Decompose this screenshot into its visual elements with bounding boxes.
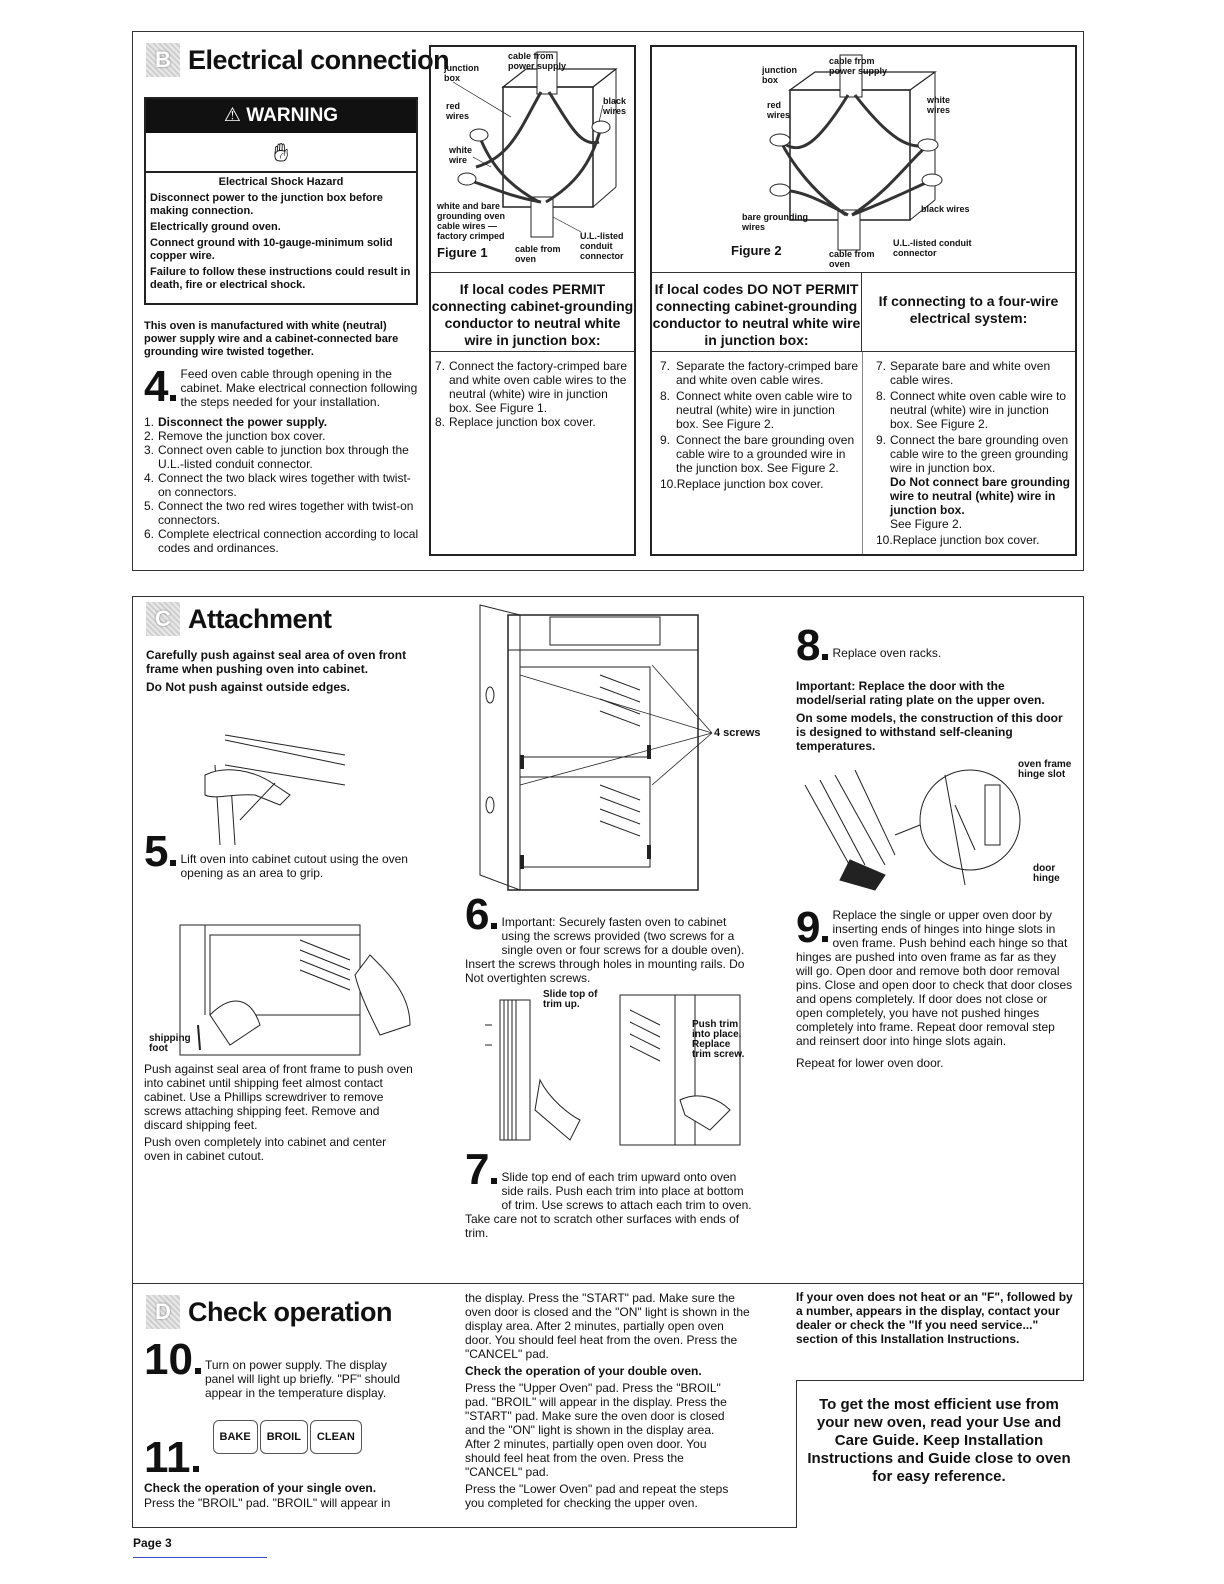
push-text-1: Push against seal area of front frame to push oven into cabinet until shipping feet almost contact cabinet. Use a Phillips screwdriver to remove screws attaching shipping feet. Remove and discard shipping feet. [144,1062,413,1132]
list-item: 7. Separate the factory-crimped bare and white oven cable wires. [660,359,859,387]
list-item: 10. Replace junction box cover. [660,477,824,491]
step-4-number: 4 [144,367,176,407]
warning-line: Electrically ground oven. [150,221,281,233]
section-b-title: Electrical connection [188,44,450,75]
figure-2-illustration [700,50,1000,270]
clean-pad: CLEAN [310,1420,362,1454]
fig1-label-white-bare: white and bare grounding oven cable wires — factory crimped [437,201,505,241]
section-b-intro: This oven is manufactured with white (neutral) power supply wire and a cabinet-connected bare grounding wire twisted together. [144,320,399,358]
fig1-label-black-wires: black wires [603,96,627,116]
step-11 [144,1420,424,1482]
list-item: 8. Replace junction box cover. [435,415,596,429]
double-oven-illustration [480,605,710,895]
section-b-badge: B [146,43,180,77]
fig1-label-red-wires: red wires [446,101,470,121]
step-9 [796,903,1076,1048]
warning-triangle-icon: ⚠ [223,105,241,126]
list-item: 8. Connect white oven cable wire to neutral (white) wire in junction box. See Figure 2. [876,389,1067,431]
figure-2-caption: Figure 2 [731,243,782,258]
list-item: 9. Connect the bare grounding oven cable wire to the green grounding wire in junction box. [876,433,1069,475]
step-10-number: 10 [144,1340,201,1380]
fig1-label-cable-from-power: cable from power supply [508,51,567,71]
step-6-number: 6 [465,895,497,935]
section-c-intro: Carefully push against seal area of oven front frame when pushing oven into cabinet. [146,648,407,676]
push-text-2: Push oven completely into cabinet and center oven in cabinet cutout. [144,1135,387,1163]
fig2-label-white-wires: white wires [927,95,951,115]
repeat-lower-door: Repeat for lower oven door. [796,1056,944,1070]
step-10-text: Turn on power supply. The display panel will light up briefly. "PF" should appear in the temperature display. [204,1358,401,1400]
step-5-number: 5 [144,832,176,872]
page-number: Page 3 [133,1536,172,1550]
section-d-rule-box-right [1083,1283,1084,1381]
list-item: Do Not connect bare grounding wire to neutral (white) wire in junction box. [890,475,1070,517]
door-hinge-label: door hinge [1033,863,1060,884]
step-4 [144,362,422,555]
step-8 [796,621,1076,670]
double-oven-text: Press the "Upper Oven" pad. Press the "BROIL" pad. "BROIL" will appear in the display. Press the "START" pad. Make sure the oven door is closed and the "ON" light is shown in the display area. After 2 minutes, partially open oven door. You should feel heat from the oven. Press the "CANCEL" pad. [465,1381,727,1479]
important-note-1: Important: Replace the door with the model/serial rating plate on the upper oven. [796,679,1045,707]
fig2-label-cable-from-power: cable from power supply [829,56,888,76]
section-d-title: Check operation [188,1296,393,1327]
step-7 [465,1145,755,1240]
permit-header: If local codes PERMIT connecting cabinet-grounding conductor to neutral white wire in junction box: [431,272,634,352]
bake-pad: BAKE [213,1420,258,1454]
section-c-header [146,602,332,636]
step-6-text: Important: Securely fasten oven to cabinet using the screws provided (two screws for a single oven or four screws for a double oven). Insert the screws through holes in mounting rails. Do Not overtighten screws. [465,915,745,985]
fig2-label-cable-from-oven: cable from oven [829,249,875,269]
step-8-text: Replace oven racks. [832,646,942,660]
shipping-foot-label: shipping foot [149,1033,191,1054]
fig2-label-black-wires: black wires [921,204,970,214]
step-4-list [144,409,422,555]
trim-illustration [480,990,750,1150]
not-permit-list [660,359,860,491]
step-9-text: Replace the single or upper oven door by inserting ends of hinges into hinge slots in oven frame. Push behind each hinge so that hinges are pushed into oven frame as far as they will go. Open door and remove both door removal pins. Close and open door to check that door closes and opens completely. If door does not close or open completely, you have not pushed hinges completely into frame. Repeat door removal step and reinsert door into hinge slots again. [796,908,1073,1048]
footer-underline [133,1557,267,1558]
lower-oven-text: Press the "Lower Oven" pad and repeat the steps you completed for checking the upper oven. [465,1482,729,1510]
hazard-title: Electrical Shock Hazard [218,176,344,188]
list-item: 7. Separate bare and white oven cable wires. [876,359,1051,387]
column-divider [862,352,863,554]
section-c-title: Attachment [188,603,332,634]
step-10 [144,1335,414,1400]
fig2-label-red-wires: red wires [767,100,791,120]
step-6 [465,890,755,985]
fig2-label-bare-grounding: bare grounding wires [742,212,808,232]
warning-line: Disconnect power to the junction box before making connection. [150,192,383,217]
step-8-number: 8 [796,626,828,666]
push-oven-illustration [170,915,415,1065]
hinge-slot-label: oven frame hinge slot [1018,759,1072,780]
step-5 [144,827,414,880]
section-d-header [146,1295,392,1329]
double-oven-heading: Check the operation of your double oven. [465,1364,702,1378]
section-d-rule-left [132,1283,133,1528]
single-oven-text: Press the "BROIL" pad. "BROIL" will appear in [144,1496,391,1510]
efficient-use-note: To get the most efficient use from your new oven, read your Use and Care Guide. Keep Installation Instructions and Guide close to oven for easy reference. [807,1396,1071,1485]
fig1-label-ul-conduit: U.L.-listed conduit connector [580,231,624,261]
permit-list [435,359,631,429]
no-heat-note: If your oven does not heat or an "F", followed by a number, appears in the display, contact your dealer or check the "If you need service..." section of this Installation Instructions. [796,1290,1073,1346]
warning-line: Connect ground with 10-gauge-minimum solid copper wire. [150,237,393,262]
door-hinge-illustration [795,765,1055,895]
step-5-text: Lift oven into cabinet cutout using the oven opening as an area to grip. [180,852,408,880]
broil-pad: BROIL [260,1420,308,1454]
not-permit-header: If local codes DO NOT PERMIT connecting cabinet-grounding conductor to neutral white wire in junction box: [652,272,862,352]
list-item: 5. Connect the two red wires together with twist-on connectors. [144,499,414,527]
list-item: 1. Disconnect the power supply. [144,415,328,429]
single-oven-continued: the display. Press the "START" pad. Make sure the oven door is closed and the "ON" light is shown in the display area. After 2 minutes, partially open oven door. You should feel heat from the oven. Press the "CANCEL" pad. [465,1291,750,1361]
control-pads [213,1420,364,1454]
fig1-label-junction-box: junction box [444,63,479,83]
fig2-label-ul-conduit: U.L.-listed conduit connector [893,238,972,258]
four-wire-header: If connecting to a four-wire electrical system: [862,272,1075,352]
section-d-rule-box-top [796,1380,1084,1381]
fig2-label-junction-box: junction box [762,65,797,85]
four-screws-label: 4 screws [714,727,761,739]
step-11-number: 11 [144,1438,199,1478]
four-wire-list [876,359,1072,547]
single-oven-heading: Check the operation of your single oven. [144,1481,377,1495]
fig1-label-white-wire: white wire [449,145,473,165]
section-d-badge: D [146,1295,180,1329]
section-c-badge: C [146,602,180,636]
section-d-rule-bottom [132,1527,796,1528]
list-item: 9. Connect the bare grounding oven cable wire to a grounded wire in the junction box. See Figure 2. [660,433,855,475]
section-d-rule-right [796,1380,797,1528]
shock-hand-icon: ✋︎ [273,137,289,167]
figure-1-caption: Figure 1 [437,245,488,260]
list-item: 2. Remove the junction box cover. [144,429,326,443]
step-4-text: Feed oven cable through opening in the cabinet. Make electrical connection following the steps needed for your installation. [180,367,418,409]
section-c-caution: Do Not push against outside edges. [146,680,351,694]
warning-header: ⚠ WARNING [146,99,416,133]
slide-top-label: Slide top of trim up. [543,989,598,1010]
list-item: See Figure 2. [890,517,963,531]
important-note-2: On some models, the construction of this door is designed to withstand self-cleaning temperatures. [796,711,1063,753]
warning-box [144,97,418,305]
list-item: 10. Replace junction box cover. [876,533,1040,547]
section-b-header [146,43,449,77]
list-item: 4. Connect the two black wires together with twist-on connectors. [144,471,411,499]
warning-line: Failure to follow these instructions could result in death, fire or electrical shock. [150,266,411,291]
fig1-label-cable-from-oven: cable from oven [515,244,561,264]
list-item: 8. Connect white oven cable wire to neutral (white) wire in junction box. See Figure 2. [660,389,853,431]
lift-oven-illustration [195,725,355,845]
list-item: 7. Connect the factory-crimped bare and white oven cable wires to the neutral (white) wire in junction box. See Figure 1. [435,359,628,415]
step-7-text: Slide top end of each trim upward onto oven side rails. Push each trim into place at bottom of trim. Use screws to attach each trim to oven. Take care not to scratch other surfaces with ends of trim. [465,1170,752,1240]
step-7-number: 7 [465,1150,497,1190]
list-item: 6. Complete electrical connection according to local codes and ordinances. [144,527,419,555]
push-trim-label: Push trim into place. Replace trim screw. [692,1019,745,1060]
step-9-number: 9 [796,908,828,948]
list-item: 3. Connect oven cable to junction box through the U.L.-listed conduit connector. [144,443,409,471]
